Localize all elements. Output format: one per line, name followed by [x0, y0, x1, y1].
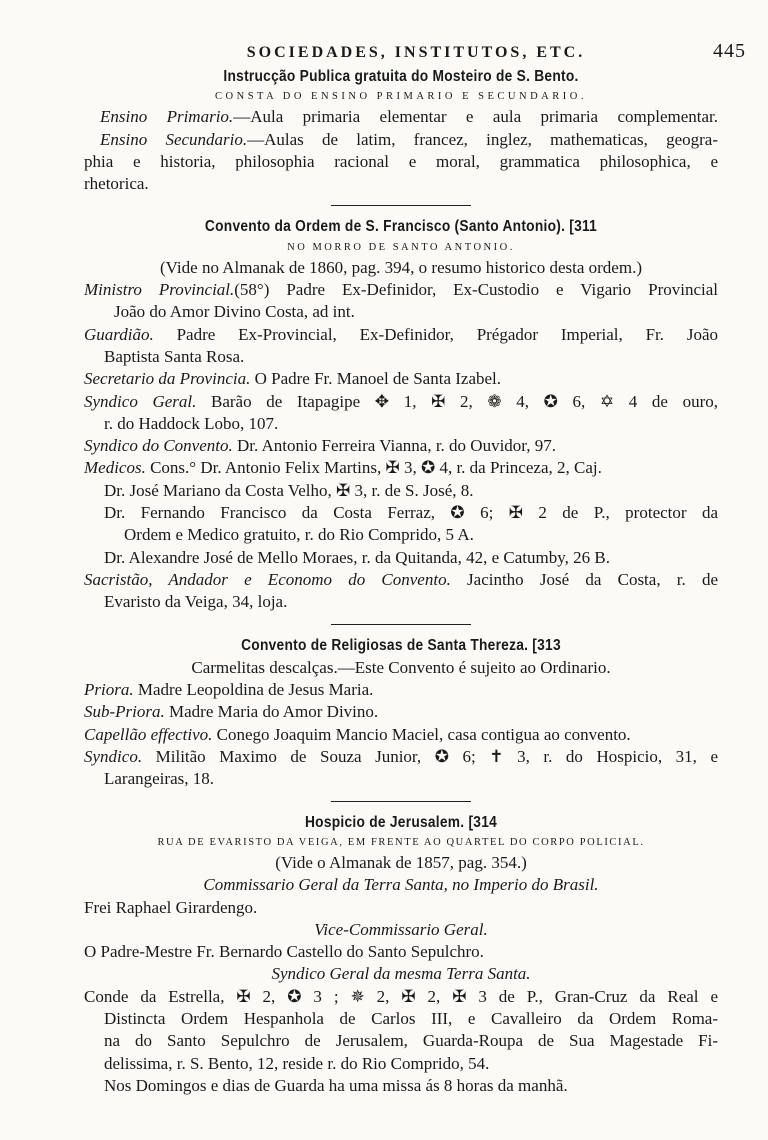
text-line: Frei Raphael Girardengo.	[84, 897, 258, 917]
text-line: Syndico Geral. Barão de Itapagipe ✥ 1, ✠ 2, ❁ 4, ✪ 6, ✡ 4 de ouro,	[84, 391, 718, 411]
text-line: Larangeiras, 18.	[104, 769, 214, 789]
subheading: Syndico Geral da mesma Terra Santa.	[271, 964, 531, 984]
text-line: O Padre-Mestre Fr. Bernardo Castello do Santo Sepulchro.	[84, 942, 484, 962]
section-note: Carmelitas descalças.—Este Convento é sujeito ao Ordinario.	[191, 657, 611, 677]
text-line: Distincta Ordem Hespanhola de Carlos III, e Cavalleiro da Ordem Roma-	[104, 1008, 718, 1028]
subheading: Commissario Geral da Terra Santa, no Imperio do Brasil.	[203, 875, 599, 895]
text-line: Ordem e Medico gratuito, r. do Rio Comprido, 5 A.	[124, 525, 474, 545]
section-title-santa-thereza: Convento de Religiosas de Santa Thereza. [313	[241, 636, 561, 654]
text-line: Ensino Primario.—Aula primaria elementar e aula primaria complementar.	[100, 107, 718, 127]
divider-rule	[331, 624, 471, 625]
text-line: Secretario da Provincia. O Padre Fr. Manoel de Santa Izabel.	[84, 369, 502, 389]
text-line: Ensino Secundario.—Aulas de latim, francez, inglez, mathematicas, geogra-	[100, 129, 718, 149]
text-line: Dr. José Mariano da Costa Velho, ✠ 3, r. de S. José, 8.	[104, 480, 474, 500]
section-title-convento-sao-francisco: Convento da Ordem de S. Francisco (Santo Antonio). [311	[204, 218, 598, 236]
section-subtitle-morro: NO MORRO DE SANTO ANTONIO.	[287, 241, 515, 253]
section-note: (Vide o Almanak de 1857, pag. 354.)	[275, 852, 527, 872]
text-line: r. do Haddock Lobo, 107.	[104, 413, 279, 433]
text-line: Syndico do Convento. Dr. Antonio Ferreira Vianna, r. do Ouvidor, 97.	[84, 436, 557, 456]
section-subtitle-ensino: CONSTA DO ENSINO PRIMARIO E SECUNDARIO.	[215, 91, 587, 103]
text-line: phia e historia, philosophia racional e moral, grammatica philosophica, e	[84, 151, 718, 171]
running-head	[114, 40, 746, 62]
text-line: Sub-Priora. Madre Maria do Amor Divino.	[84, 702, 379, 722]
text-line: Capellão effectivo. Conego Joaquim Mancio Maciel, casa contigua ao convento.	[84, 724, 631, 744]
section-note: (Vide no Almanak de 1860, pag. 394, o resumo historico desta ordem.)	[160, 257, 642, 277]
divider-rule	[331, 205, 471, 206]
text-line: Guardião. Padre Ex-Provincial, Ex-Definidor, Prégador Imperial, Fr. João	[84, 324, 718, 344]
running-title: SOCIEDADES, INSTITUTOS, ETC.	[246, 44, 586, 61]
text-line: Medicos. Cons.° Dr. Antonio Felix Martins, ✠ 3, ✪ 4, r. da Princeza, 2, Caj.	[84, 458, 602, 478]
text-line: Priora. Madre Leopoldina de Jesus Maria.	[84, 680, 374, 700]
text-line: rhetorica.	[84, 174, 149, 194]
divider-rule	[331, 801, 471, 802]
subheading: Vice-Commissario Geral.	[314, 919, 488, 939]
text-line: Dr. Alexandre José de Mello Moraes, r. da Quitanda, 42, e Catumby, 26 B.	[104, 547, 610, 567]
page-number: 445	[713, 40, 746, 62]
text-line: João do Amor Divino Costa, ad int.	[114, 302, 355, 322]
text-line: Conde da Estrella, ✠ 2, ✪ 3 ; ✵ 2, ✠ 2, ✠ 3 de P., Gran-Cruz da Real e	[84, 986, 718, 1006]
text-line: Baptista Santa Rosa.	[104, 346, 245, 366]
text-line: Ministro Provincial.(58°) Padre Ex-Definidor, Ex-Custodio e Vigario Provincial	[84, 280, 718, 300]
section-title-instrucao: Instrucção Publica gratuita do Mosteiro de S. Bento.	[223, 68, 579, 85]
text-line: Evaristo da Veiga, 34, loja.	[104, 592, 288, 612]
text-line: Sacristão, Andador e Economo do Convento. Jacintho José da Costa, r. de	[84, 569, 718, 589]
section-subtitle-rua: RUA DE EVARISTO DA VEIGA, EM FRENTE AO QUARTEL DO CORPO POLICIAL.	[157, 836, 645, 848]
text-line: Dr. Fernando Francisco da Costa Ferraz, ✪ 6; ✠ 2 de P., protector da	[104, 503, 718, 523]
section-title-hospicio-jerusalem: Hospicio de Jerusalem. [314	[304, 813, 498, 831]
text-line: Syndico. Militão Maximo de Souza Junior, ✪ 6; ✝ 3, r. do Hospicio, 31, e	[84, 747, 718, 767]
text-line: delissima, r. S. Bento, 12, reside r. do Rio Comprido, 54.	[104, 1053, 490, 1073]
text-line: Nos Domingos e dias de Guarda ha uma missa ás 8 horas da manhã.	[104, 1075, 568, 1095]
text-line: na do Santo Sepulchro de Jerusalem, Guarda-Roupa de Sua Magestade Fi-	[104, 1031, 718, 1051]
